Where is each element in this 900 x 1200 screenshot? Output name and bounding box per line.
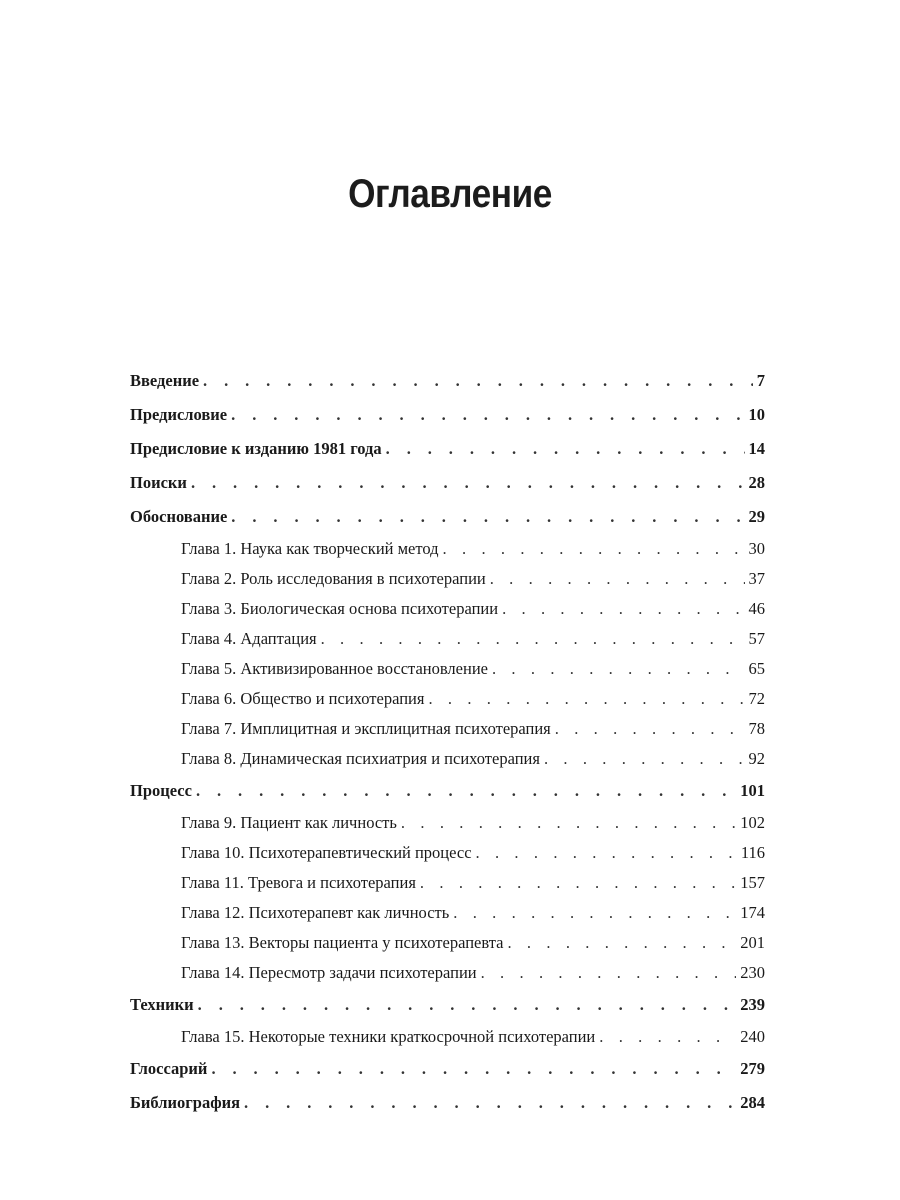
toc-page-number: 78 — [748, 719, 765, 738]
toc-page-number: 46 — [748, 599, 765, 618]
dot-leader — [198, 988, 737, 1022]
toc-entry-title: Введение — [130, 371, 200, 390]
toc-entry-title: Предисловие — [130, 405, 228, 424]
toc-entry-title: Глава 8. Динамическая психиатрия и психотерапия — [181, 749, 540, 768]
dot-leader — [453, 898, 736, 928]
dot-leader — [555, 714, 745, 744]
toc-entry-title: Глава 2. Роль исследования в психотерапии — [181, 569, 486, 588]
toc-part-entry — [130, 988, 765, 1022]
toc-part-entry — [130, 774, 765, 808]
dot-leader — [443, 534, 745, 564]
dot-leader — [244, 1086, 736, 1120]
table-of-contents — [130, 364, 765, 1120]
toc-page-number: 240 — [740, 1027, 765, 1046]
toc-part-entry — [130, 500, 765, 534]
dot-leader — [386, 432, 745, 466]
toc-page-number: 201 — [740, 933, 765, 952]
toc-chapter-entry — [130, 744, 765, 774]
toc-entry-title: Глава 4. Адаптация — [181, 629, 317, 648]
toc-page-number: 284 — [740, 1093, 765, 1112]
toc-entry-title: Техники — [130, 995, 194, 1014]
toc-part-entry — [130, 432, 765, 466]
toc-chapter-entry — [130, 898, 765, 928]
toc-entry-title: Глава 11. Тревога и психотерапия — [181, 873, 416, 892]
toc-page-number: 230 — [740, 963, 765, 982]
toc-page-number: 174 — [740, 903, 765, 922]
toc-entry-title: Глава 13. Векторы пациента у психотерапевта — [181, 933, 504, 952]
dot-leader — [420, 868, 736, 898]
toc-page-number: 101 — [740, 781, 765, 800]
dot-leader — [481, 958, 737, 988]
toc-part-entry — [130, 1086, 765, 1120]
toc-page-number: 65 — [748, 659, 765, 678]
toc-page-number: 7 — [756, 371, 765, 390]
dot-leader — [599, 1022, 736, 1052]
toc-entry-title: Процесс — [130, 781, 192, 800]
toc-part-entry — [130, 398, 765, 432]
dot-leader — [507, 928, 736, 958]
dot-leader — [203, 364, 753, 398]
toc-page-number: 239 — [740, 995, 765, 1014]
dot-leader — [401, 808, 736, 838]
toc-chapter-entry — [130, 928, 765, 958]
toc-chapter-entry — [130, 1022, 765, 1052]
toc-entry-title: Глава 12. Психотерапевт как личность — [181, 903, 450, 922]
toc-chapter-entry — [130, 838, 765, 868]
toc-page-number: 14 — [748, 439, 765, 458]
dot-leader — [502, 594, 744, 624]
toc-page-number: 279 — [740, 1059, 765, 1078]
toc-entry-title: Глоссарий — [130, 1059, 208, 1078]
toc-entry-title: Библиография — [130, 1093, 241, 1112]
toc-page-number: 10 — [748, 405, 765, 424]
toc-entry-title: Глава 9. Пациент как личность — [181, 813, 397, 832]
toc-page-number: 157 — [740, 873, 765, 892]
toc-chapter-entry — [130, 534, 765, 564]
dot-leader — [231, 500, 744, 534]
toc-chapter-entry — [130, 808, 765, 838]
toc-part-entry — [130, 466, 765, 500]
toc-entry-title: Глава 15. Некоторые техники краткосрочной психотерапии — [181, 1027, 596, 1046]
toc-page-number: 92 — [748, 749, 765, 768]
toc-entry-title: Глава 6. Общество и психотерапия — [181, 689, 425, 708]
toc-entry-title: Глава 10. Психотерапевтический процесс — [181, 843, 472, 862]
dot-leader — [321, 624, 745, 654]
toc-entry-title: Глава 3. Биологическая основа психотерапии — [181, 599, 499, 618]
toc-chapter-entry — [130, 654, 765, 684]
toc-page-number: 72 — [748, 689, 765, 708]
dot-leader — [428, 684, 744, 714]
toc-page-number: 57 — [748, 629, 765, 648]
dot-leader — [490, 564, 745, 594]
dot-leader — [231, 398, 744, 432]
toc-chapter-entry — [130, 594, 765, 624]
dot-leader — [492, 654, 745, 684]
toc-chapter-entry — [130, 714, 765, 744]
toc-chapter-entry — [130, 684, 765, 714]
toc-part-entry — [130, 1052, 765, 1086]
dot-leader — [191, 466, 745, 500]
toc-chapter-entry — [130, 564, 765, 594]
dot-leader — [196, 774, 736, 808]
page-title: Оглавление — [348, 172, 552, 216]
dot-leader — [476, 838, 737, 868]
toc-entry-title: Глава 14. Пересмотр задачи психотерапии — [181, 963, 477, 982]
toc-entry-title: Глава 7. Имплицитная и эксплицитная психотерапия — [181, 719, 551, 738]
toc-chapter-entry — [130, 958, 765, 988]
dot-leader — [211, 1052, 736, 1086]
toc-page-number: 30 — [748, 539, 765, 558]
toc-entry-title: Поиски — [130, 473, 187, 492]
toc-entry-title: Обоснование — [130, 507, 228, 526]
toc-entry-title: Предисловие к изданию 1981 года — [130, 439, 382, 458]
toc-page-number: 28 — [748, 473, 765, 492]
toc-page-number: 37 — [748, 569, 765, 588]
toc-page-number: 102 — [740, 813, 765, 832]
toc-entry-title: Глава 1. Наука как творческий метод — [181, 539, 439, 558]
toc-chapter-entry — [130, 868, 765, 898]
dot-leader — [544, 744, 745, 774]
toc-part-entry — [130, 364, 765, 398]
toc-chapter-entry — [130, 624, 765, 654]
toc-page-number: 29 — [748, 507, 765, 526]
toc-page-number: 116 — [740, 843, 765, 862]
toc-entry-title: Глава 5. Активизированное восстановление — [181, 659, 488, 678]
